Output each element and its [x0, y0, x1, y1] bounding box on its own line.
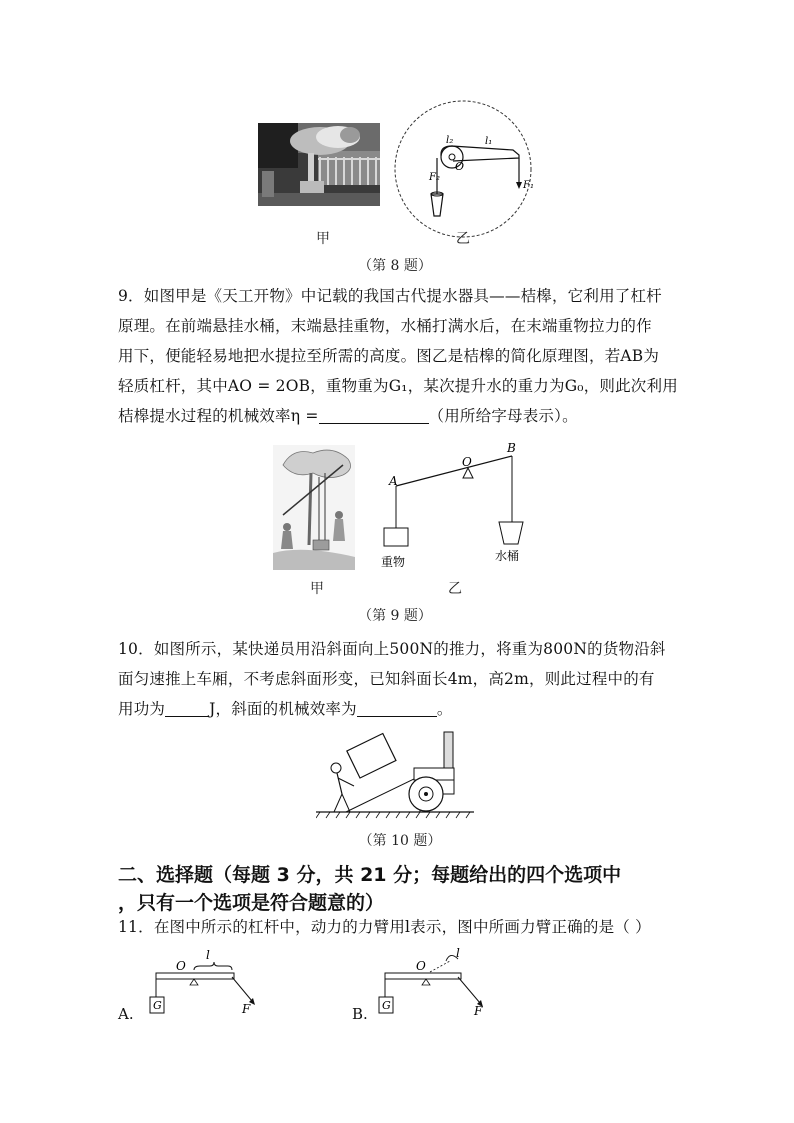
q9-line2: 原理。在前端悬挂水桶，末端悬挂重物，水桶打满水后，在末端重物拉力的作 [118, 317, 652, 335]
q10-line3 [118, 694, 678, 724]
q11-stem: 11．在图中所示的杠杆中，动力的力臂用l表示，图中所画力臂正确的是（ ） [118, 918, 651, 936]
q10-text [118, 634, 678, 724]
q9-text [118, 281, 678, 431]
q8-label-f2: F₂ [429, 172, 440, 183]
q8-label-yi: 乙 [456, 231, 470, 247]
q8-lever-diagram [393, 94, 533, 244]
q9-line1: 9．如图甲是《天工开物》中记载的我国古代提水器具——桔槔，它利用了杠杆 [118, 287, 662, 305]
q10-line2: 面匀速推上车厢，不考虑斜面形变，已知斜面长4m，高2m，则此过程中的有 [118, 670, 655, 688]
q11b-label-l: l [456, 946, 460, 960]
q8-photo [258, 123, 380, 206]
q8-label-l1: l₁ [485, 136, 493, 147]
q9-line5 [118, 401, 678, 431]
q11a-label-f: F [242, 1002, 251, 1016]
q10-answer-blank-1[interactable] [165, 698, 209, 717]
q10-caption: （第 10 题） [358, 833, 442, 849]
q11-option-a-figure [118, 945, 268, 1025]
q8-label-l2: l₂ [446, 135, 454, 146]
q9-label-bucket: 水桶 [495, 549, 520, 563]
q11b-label-g: G [382, 999, 391, 1012]
q9-label-b: B [507, 441, 516, 455]
q9-ancient-drawing [273, 445, 355, 570]
q10-slope-truck-drawing [316, 730, 476, 822]
q11-option-b-diagram [350, 945, 500, 1025]
q9-caption: （第 9 题） [358, 608, 432, 624]
q11-option-b-figure [350, 945, 500, 1025]
q9-line5-before: 桔槔提水过程的机械效率η = [118, 407, 319, 425]
section2-title-line1: 二、选择题（每题 3 分，共 21 分；每题给出的四个选项中 [118, 864, 622, 886]
q9-label-yi: 乙 [448, 581, 462, 597]
q8-label-jia: 甲 [316, 231, 330, 247]
q9-label-jia: 甲 [310, 581, 324, 597]
q9-label-weight: 重物 [381, 555, 406, 569]
q9-diagram [372, 440, 542, 575]
q11-option-a-diagram [118, 945, 268, 1025]
q10-diagram [316, 730, 476, 822]
q11a-label-l: l [206, 948, 210, 962]
q9-line5-after: （用所给字母表示）。 [428, 407, 578, 425]
q11a-label-o: O [176, 959, 186, 973]
q8-photo-illustration [258, 123, 380, 206]
q11-option-b-label[interactable]: B. [352, 1005, 368, 1023]
q9-label-o: O [462, 455, 472, 469]
q10-line3-b: J，斜面的机械效率为 [209, 700, 357, 718]
q9-line4: 轻质杠杆，其中AO = 2OB，重物重为G₁，某次提升水的重力为G₀，则此次利用 [118, 377, 678, 395]
section2-title-line2: ，只有一个选项是符合题意的） [118, 892, 385, 914]
q10-line3-c: 。 [436, 700, 453, 718]
q11-option-a-label[interactable]: A. [118, 1005, 134, 1023]
q11a-label-g: G [153, 999, 162, 1012]
q9-lever-diagram [372, 440, 542, 575]
q9-illustration [273, 445, 355, 570]
q8-label-f1: F₁ [523, 180, 533, 191]
q9-line3: 用下，便能轻易地把水提拉至所需的高度。图乙是桔槔的简化原理图，若AB为 [118, 347, 660, 365]
q8-diagram [393, 94, 533, 244]
q9-label-a: A [389, 474, 398, 488]
q11b-label-f: F [474, 1004, 483, 1018]
q10-line1: 10．如图所示，某快递员用沿斜面向上500N的推力，将重为800N的货物沿斜 [118, 640, 666, 658]
q9-answer-blank[interactable] [319, 405, 429, 424]
q8-caption: （第 8 题） [358, 258, 432, 274]
q11b-label-o: O [416, 959, 426, 973]
q10-line3-a: 用功为 [118, 700, 166, 718]
q10-answer-blank-2[interactable] [357, 698, 437, 717]
section2-heading [118, 861, 688, 917]
q8-label-o: O [455, 160, 465, 173]
